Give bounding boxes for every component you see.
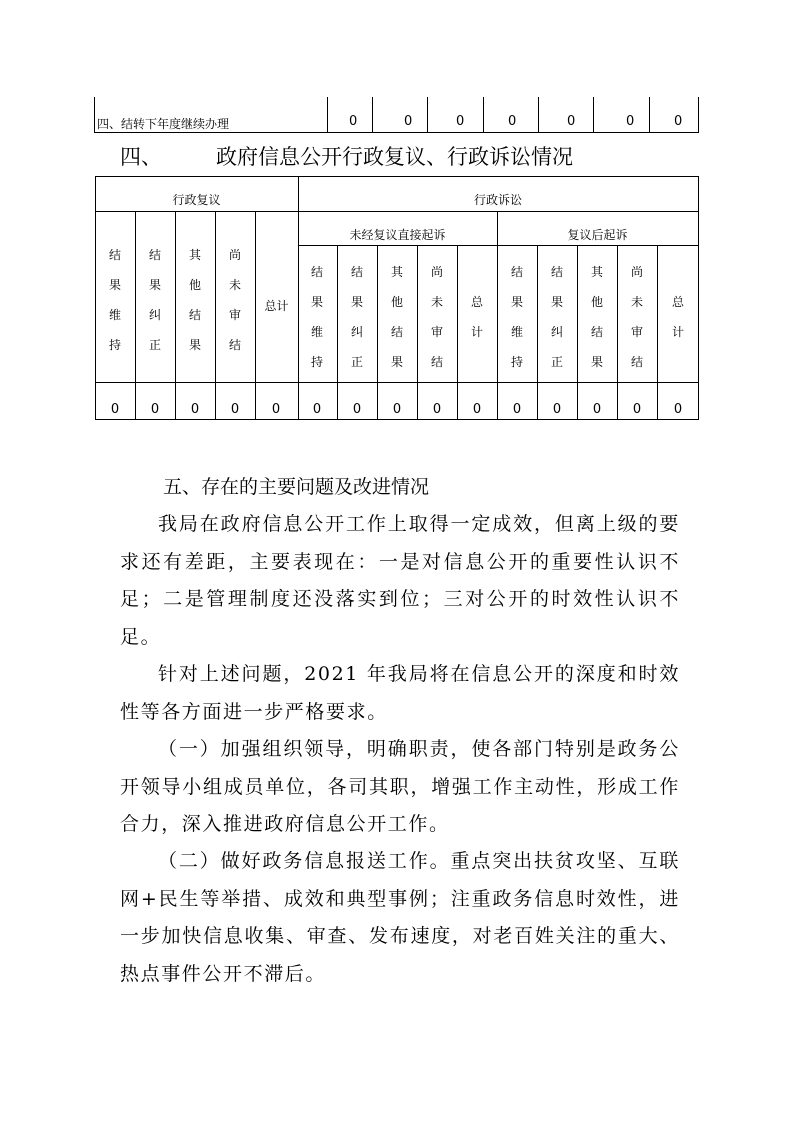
carryover-value: 0: [674, 114, 683, 129]
table-value: 0: [230, 402, 240, 417]
col-header-pending: 尚未审结: [430, 265, 443, 369]
table-value: 0: [552, 402, 562, 417]
carryover-label: 四、结转下年度继续办理: [97, 117, 230, 131]
table-value: 0: [592, 402, 602, 417]
table-value: 0: [472, 402, 482, 417]
carryover-row: [94, 97, 699, 133]
paragraph: （二）做好政务信息报送工作。重点突出扶贫攻坚、互联网+民生等举措、成效和典型事例；注重政务信息时效性，进一步加快信息收集、审查、发布速度，对老百姓关注的重大、热点事件公开不滞后。: [120, 850, 680, 985]
carryover-value: 0: [567, 114, 576, 129]
section-5-heading: 五、存在的主要问题及改进情况: [163, 476, 430, 498]
direct-lawsuit-header: 未经复议直接起诉: [349, 227, 446, 242]
carryover-value: 0: [349, 114, 358, 129]
col-header-result-upheld: 结果维持: [310, 265, 323, 369]
table-value: 0: [110, 402, 120, 417]
col-header-pending: 尚未审结: [630, 265, 643, 369]
section-4-number: 四、: [120, 145, 162, 169]
table-value: 0: [673, 402, 683, 417]
table-value: 0: [392, 402, 402, 417]
col-header-other-result: 其他结果: [188, 248, 201, 352]
table-value: 0: [632, 402, 642, 417]
table-value: 0: [150, 402, 160, 417]
col-header-total: 总计: [264, 298, 289, 313]
col-header-result-corrected: 结果纠正: [550, 265, 563, 369]
col-header-other-result: 其他结果: [590, 265, 603, 369]
table-value: 0: [271, 402, 281, 417]
col-header-result-corrected: 结果纠正: [148, 248, 161, 352]
table-value: 0: [352, 402, 362, 417]
paragraph: 针对上述问题，2021 年我局将在信息公开的深度和时效性等各方面进一步严格要求。: [120, 663, 680, 723]
section-4-title: 政府信息公开行政复议、行政诉讼情况: [216, 145, 573, 169]
col-header-result-upheld: 结果维持: [510, 265, 523, 369]
paragraph: （一）加强组织领导，明确职责，使各部门特别是政务公开领导小组成员单位，各司其职，增强工作主动性，形成工作合力，深入推进政府信息公开工作。: [120, 738, 680, 835]
table-value: 0: [190, 402, 200, 417]
carryover-value: 0: [456, 114, 465, 129]
section-4-heading: [120, 141, 573, 171]
col-header-total: 总计: [470, 295, 483, 339]
table-value: 0: [312, 402, 322, 417]
col-header-total: 总计: [671, 295, 684, 339]
col-header-result-upheld: 结果维持: [108, 248, 121, 352]
after-review-lawsuit-header: 复议后起诉: [567, 227, 628, 242]
carryover-value: 0: [626, 114, 635, 129]
litigation-header: 行政诉讼: [473, 192, 522, 207]
review-header: 行政复议: [172, 192, 221, 207]
paragraph: 我局在政府信息公开工作上取得一定成效，但离上级的要求还有差距，主要表现在：一是对信息公开的重要性认识不足；二是管理制度还没落实到位；三对公开的时效性认识不足。: [120, 513, 680, 648]
carryover-value: 0: [508, 114, 517, 129]
col-header-result-corrected: 结果纠正: [350, 265, 363, 369]
carryover-value: 0: [404, 114, 413, 129]
table-value: 0: [432, 402, 442, 417]
col-header-pending: 尚未审结: [228, 248, 241, 352]
table-value: 0: [512, 402, 522, 417]
col-header-other-result: 其他结果: [390, 265, 403, 369]
